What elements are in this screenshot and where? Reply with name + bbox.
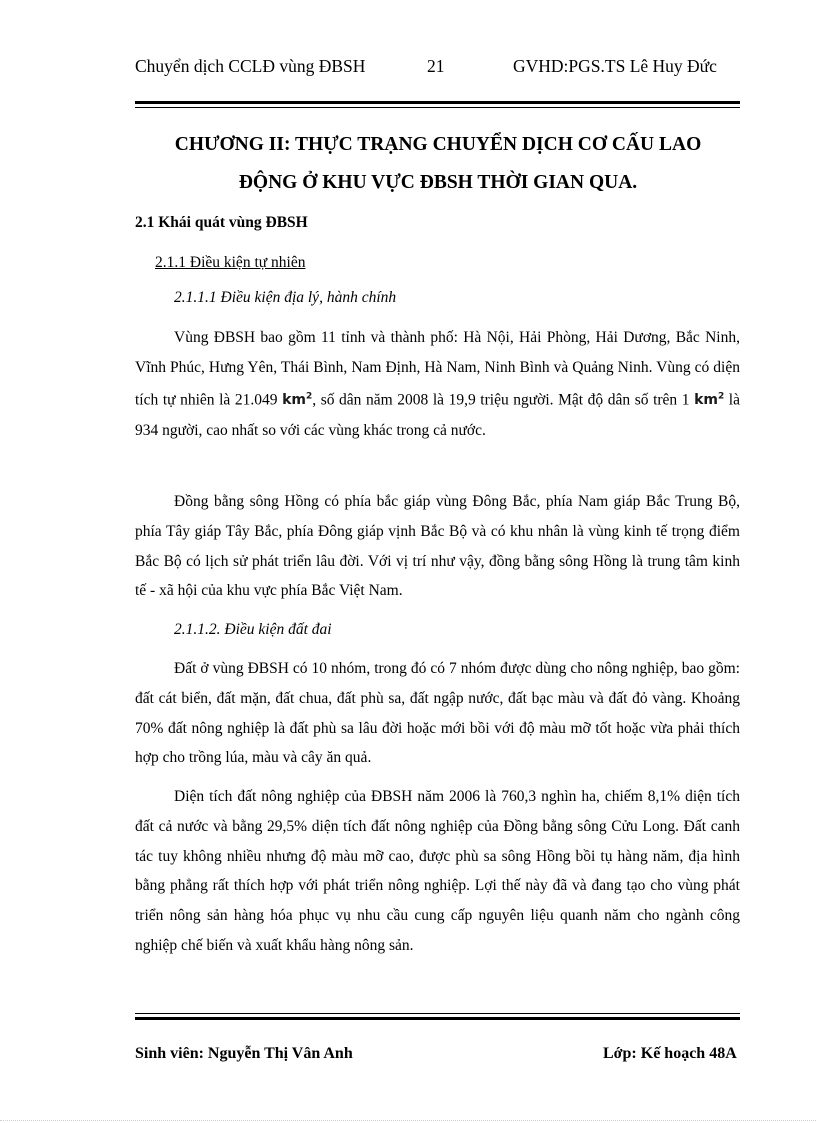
section-heading-2-1: 2.1 Khái quát vùng ĐBSH <box>135 214 308 231</box>
header-supervisor: GVHD:PGS.TS Lê Huy Đức <box>513 56 717 76</box>
chapter-title-line-1: CHƯƠNG II: THỰC TRẠNG CHUYỂN DỊCH CƠ CẤU LAO <box>174 134 702 155</box>
paragraph-geography-text-b: , số dân năm 2008 là 19,9 triệu người. Mật độ dân số trên 1 <box>312 391 695 409</box>
page-bottom-dotted-border <box>0 1120 816 1121</box>
footer-rule-thin <box>135 1013 740 1014</box>
header-rule-thin <box>135 107 740 108</box>
section-heading-2-1-1-1: 2.1.1.1 Điều kiện địa lý, hành chính <box>174 289 397 306</box>
unit-km-exponent: 2 <box>305 391 313 402</box>
header-document-title: Chuyển dịch CCLĐ vùng ĐBSH <box>135 56 366 76</box>
paragraph-geography-text-a: Vùng ĐBSH bao gồm 11 tỉnh và thành phố: Hà Nội, Hải Phòng, Hải Dương, Bắc Ninh, Vĩnh Phúc, Hưng Yên, Thái Bình, Nam Định, Hà Nam, Ninh Bình và Quảng Ninh. Vùng có diện tích tự nhiên là 21.049 <box>135 329 740 409</box>
paragraph-agricultural-land: Diện tích đất nông nghiệp của ĐBSH năm 2006 là 760,3 nghìn ha, chiếm 8,1% diện tích đất cả nước và bằng 29,5% diện tích đất nông nghiệp của Đồng bằng sông Cửu Long. Đất canh tác tuy không nhiều nhưng độ màu mỡ cao, được phù sa sông Hồng bồi tụ hàng năm, địa hình bằng phẳng rất thích hợp với phát triển nông nghiệp. Lợi thế này đã và đang tạo cho vùng phát triển nông sản hàng hóa phục vụ nhu cầu cung cấp nguyên liệu quanh năm cho ngành công nghiệp chế biến và xuất khẩu hàng nông sản. <box>135 788 740 954</box>
paragraph-borders: Đồng bằng sông Hồng có phía bắc giáp vùng Đông Bắc, phía Nam giáp Bắc Trung Bộ, phía Tây giáp Tây Bắc, phía Đông giáp vịnh Bắc Bộ và có khu nhân là vùng kinh tế trọng điểm Bắc Bộ có lịch sử phát triển lâu đời. Với vị trí như vậy, đồng bằng sông Hồng là trung tâm kinh tế - xã hội của khu vực phía Bắc Việt Nam. <box>135 493 740 600</box>
unit-km-text-second: km <box>694 392 718 409</box>
paragraph-geography-text-c: là 934 người, cao nhất so với các vùng khác trong cả nước. <box>135 391 740 440</box>
paragraph-geography <box>135 323 740 446</box>
chapter-title <box>120 126 756 202</box>
footer-student-name: Sinh viên: Nguyễn Thị Vân Anh <box>135 1045 353 1062</box>
header-page-number: 21 <box>427 56 445 76</box>
chapter-title-line-2: ĐỘNG Ở KHU VỰC ĐBSH THỜI GIAN QUA. <box>238 172 638 193</box>
unit-km2 <box>282 392 312 408</box>
header-rule-thick <box>135 101 740 104</box>
footer-rule-thick <box>135 1017 740 1020</box>
section-heading-2-1-1: 2.1.1 Điều kiện tự nhiên <box>155 254 306 271</box>
unit-km-exponent-second: 2 <box>717 391 725 402</box>
section-heading-2-1-1-2: 2.1.1.2. Điều kiện đất đai <box>174 621 332 638</box>
paragraph-soil-groups: Đất ở vùng ĐBSH có 10 nhóm, trong đó có 7 nhóm được dùng cho nông nghiệp, bao gồm: đất cát biển, đất mặn, đất chua, đất phù sa, đất ngập nước, đất bạc màu và đất đỏ vàng. Khoảng 70% đất nông nghiệp là đất phù sa lâu đời hoặc mới bồi với độ màu mỡ tốt hoặc vừa phải thích hợp cho trồng lúa, màu và cây ăn quả. <box>135 660 740 767</box>
unit-km-text: km <box>282 392 306 409</box>
unit-km2-second <box>694 392 724 408</box>
footer-class: Lớp: Kế hoạch 48A <box>603 1045 737 1062</box>
